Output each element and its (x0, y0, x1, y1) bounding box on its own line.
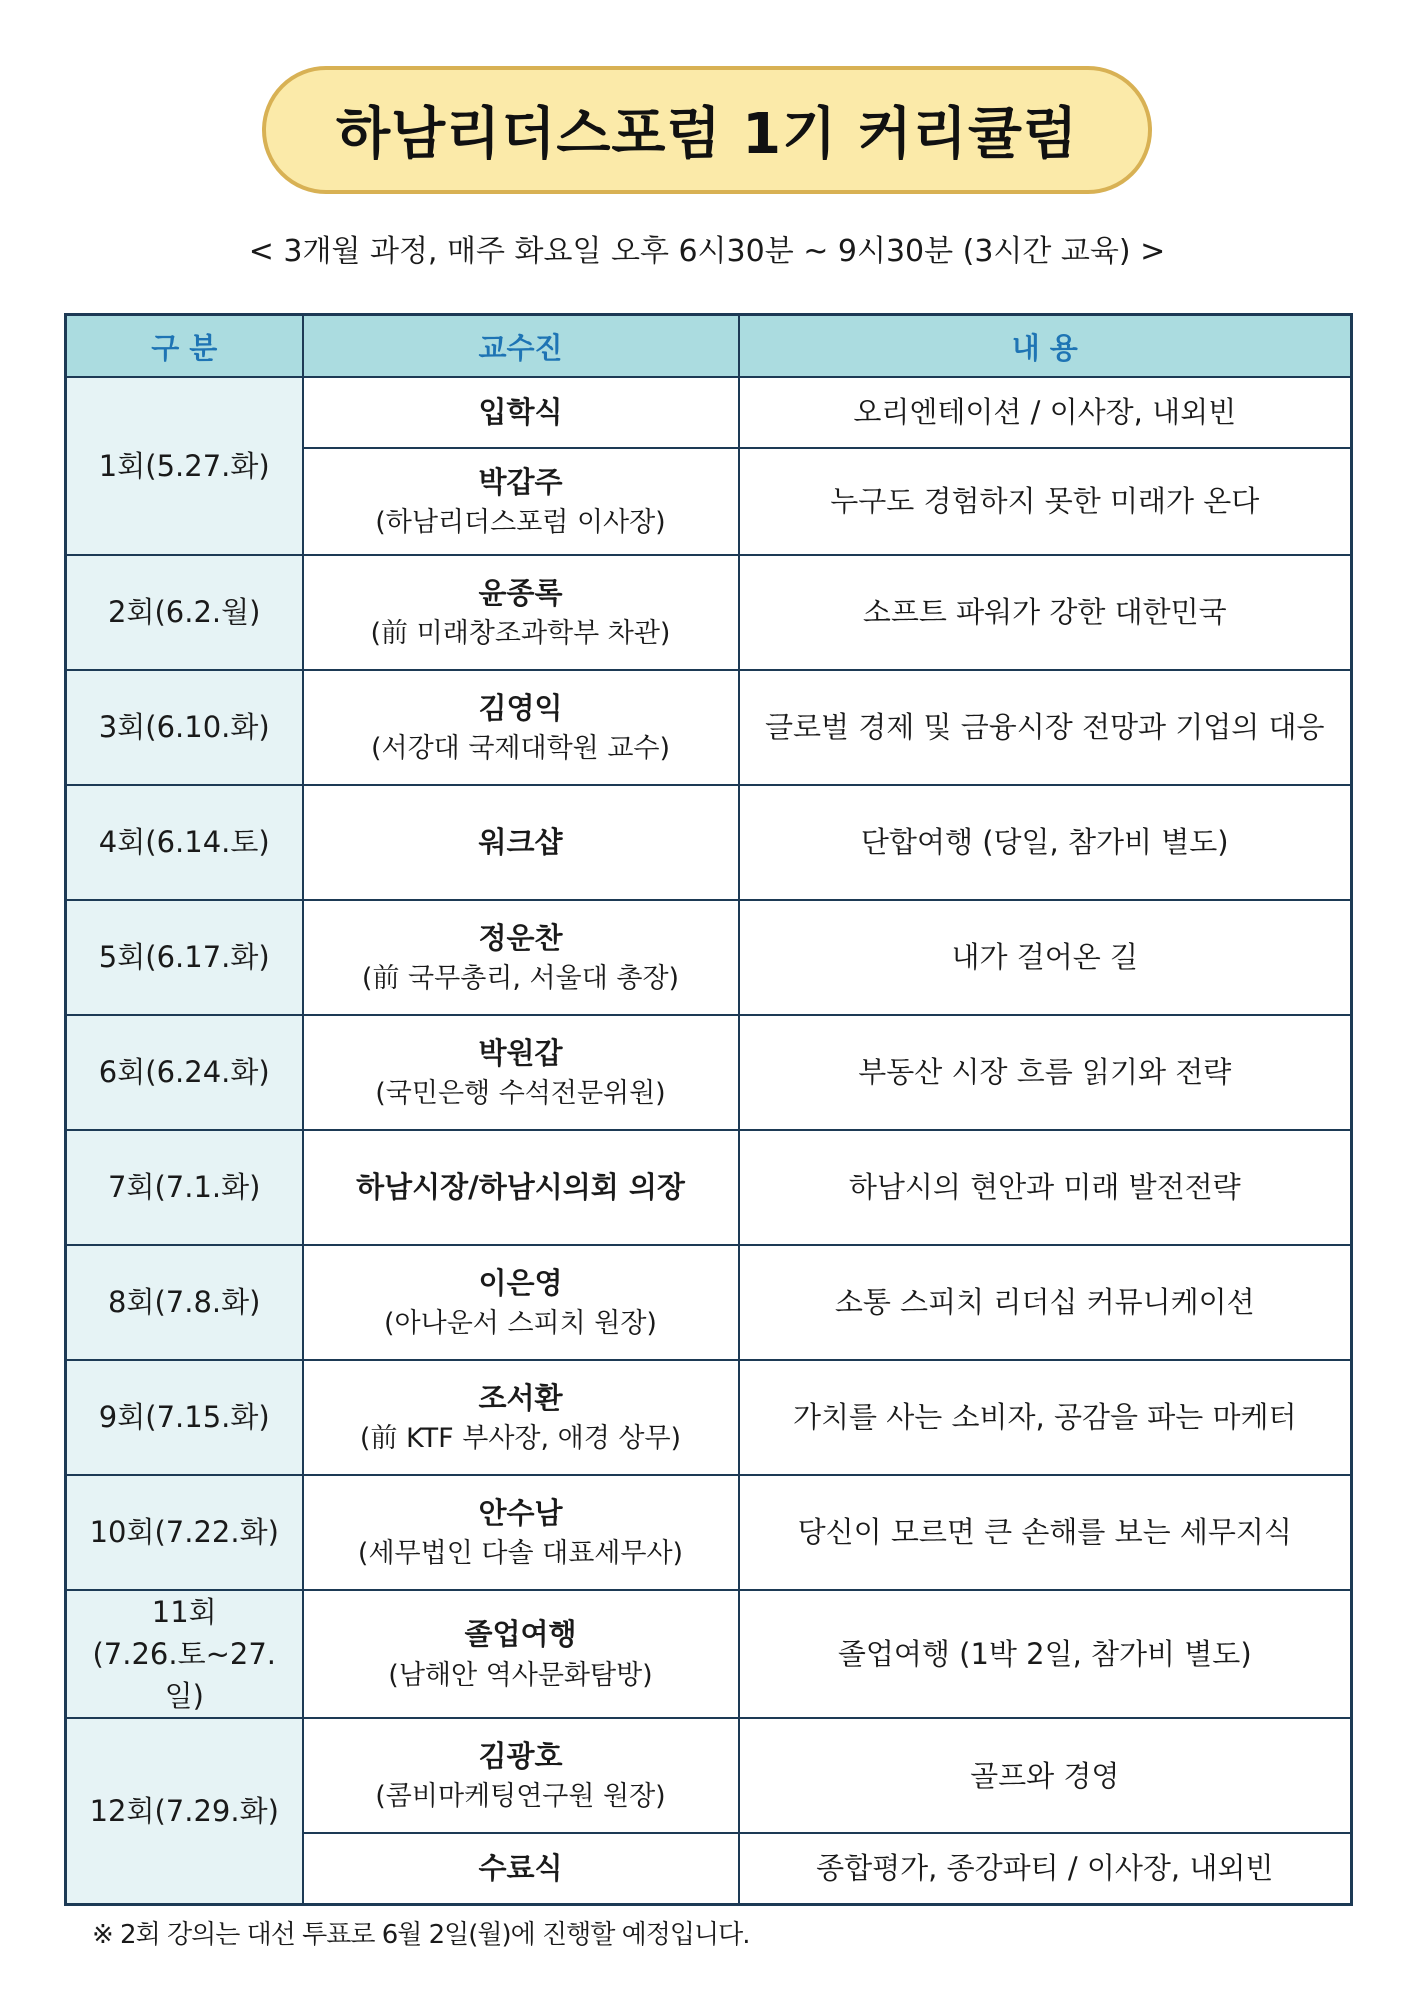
content-cell: 글로벌 경제 및 금융시장 전망과 기업의 대응 (739, 670, 1352, 785)
instructor-name: 조서환 (478, 1380, 563, 1415)
instructor-title: (아나운서 스피치 원장) (384, 1307, 657, 1339)
table-row (66, 1475, 1352, 1590)
session-cell: 7회(7.1.화) (66, 1130, 303, 1245)
table-row (66, 670, 1352, 785)
table-row (66, 900, 1352, 1015)
header-instructor: 교수진 (303, 315, 739, 378)
table-row (66, 377, 1352, 448)
content-cell: 소프트 파워가 강한 대한민국 (739, 555, 1352, 670)
instructor-name: 김영익 (478, 690, 563, 725)
session-cell (66, 1590, 303, 1718)
instructor-cell (303, 1360, 739, 1475)
instructor-title: (세무법인 다솔 대표세무사) (357, 1537, 684, 1569)
session-cell: 9회(7.15.화) (66, 1360, 303, 1475)
content-cell: 종합평가, 종강파티 / 이사장, 내외빈 (739, 1833, 1352, 1904)
instructor-cell (303, 1590, 739, 1718)
session-date: (7.26.토~27.일) (92, 1637, 277, 1714)
content-cell: 소통 스피치 리더십 커뮤니케이션 (739, 1245, 1352, 1360)
content-cell: 내가 걸어온 길 (739, 900, 1352, 1015)
table-header-row (66, 315, 1352, 378)
instructor-title: (남해안 역사문화탐방) (388, 1659, 653, 1691)
table-row (66, 555, 1352, 670)
instructor-cell (303, 555, 739, 670)
table-row (66, 785, 1352, 900)
content-cell: 졸업여행 (1박 2일, 참가비 별도) (739, 1590, 1352, 1718)
instructor-name: 정운찬 (478, 920, 563, 955)
instructor-title: (前 미래창조과학부 차관) (370, 617, 671, 649)
instructor-name: 워크샵 (478, 825, 563, 860)
session-cell: 8회(7.8.화) (66, 1245, 303, 1360)
instructor-cell (303, 1245, 739, 1360)
session-cell: 4회(6.14.토) (66, 785, 303, 900)
session-cell: 6회(6.24.화) (66, 1015, 303, 1130)
table-row (66, 1245, 1352, 1360)
instructor-title: (국민은행 수석전문위원) (375, 1077, 666, 1109)
header-content: 내 용 (739, 315, 1352, 378)
content-cell: 누구도 경험하지 못한 미래가 온다 (739, 448, 1352, 555)
instructor-cell (303, 1130, 739, 1245)
session-number: 11회 (151, 1595, 217, 1629)
instructor-cell (303, 670, 739, 785)
content-cell: 당신이 모르면 큰 손해를 보는 세무지식 (739, 1475, 1352, 1590)
instructor-title: (前 국무총리, 서울대 총장) (361, 962, 680, 994)
instructor-cell (303, 1475, 739, 1590)
page-title: 하남리더스포럼 1기 커리큘럼 (335, 102, 1079, 167)
session-cell: 2회(6.2.월) (66, 555, 303, 670)
content-cell: 오리엔테이션 / 이사장, 내외빈 (739, 377, 1352, 448)
instructor-cell (303, 785, 739, 900)
header-session: 구 분 (66, 315, 303, 378)
schedule-subtitle: < 3개월 과정, 매주 화요일 오후 6시30분 ~ 9시30분 (3시간 교육) > (248, 234, 1166, 269)
instructor-cell (303, 1833, 739, 1904)
table-row (66, 1360, 1352, 1475)
session-cell: 1회(5.27.화) (66, 377, 303, 555)
instructor-name: 박원갑 (478, 1035, 563, 1070)
table-row (66, 1130, 1352, 1245)
content-cell: 부동산 시장 흐름 읽기와 전략 (739, 1015, 1352, 1130)
table-row (66, 1590, 1352, 1718)
instructor-name: 졸업여행 (464, 1617, 577, 1652)
curriculum-table (64, 313, 1353, 1906)
instructor-cell (303, 1718, 739, 1833)
instructor-name: 수료식 (478, 1851, 563, 1886)
instructor-name: 김광호 (478, 1739, 563, 1774)
instructor-cell (303, 448, 739, 555)
instructor-name: 이은영 (478, 1265, 563, 1300)
content-cell: 골프와 경영 (739, 1718, 1352, 1833)
instructor-cell (303, 377, 739, 448)
session-cell: 3회(6.10.화) (66, 670, 303, 785)
instructor-cell (303, 1015, 739, 1130)
instructor-name: 입학식 (478, 395, 563, 430)
instructor-title: (서강대 국제대학원 교수) (370, 732, 671, 764)
content-cell: 가치를 사는 소비자, 공감을 파는 마케터 (739, 1360, 1352, 1475)
footnote: ※ 2회 강의는 대선 투표로 6월 2일(월)에 진행할 예정입니다. (92, 1920, 750, 1950)
instructor-name: 안수남 (478, 1495, 563, 1530)
content-cell: 단합여행 (당일, 참가비 별도) (739, 785, 1352, 900)
table-row (66, 1718, 1352, 1833)
instructor-title: (하남리더스포럼 이사장) (375, 506, 666, 538)
instructor-title: (콤비마케팅연구원 원장) (375, 1781, 666, 1813)
instructor-name: 박갑주 (478, 464, 563, 499)
session-cell: 5회(6.17.화) (66, 900, 303, 1015)
title-banner (262, 66, 1152, 194)
instructor-name: 하남시장/하남시의회 의장 (356, 1170, 685, 1205)
instructor-cell (303, 900, 739, 1015)
instructor-name: 윤종록 (478, 575, 563, 610)
content-cell: 하남시의 현안과 미래 발전전략 (739, 1130, 1352, 1245)
table-row (66, 1015, 1352, 1130)
session-cell: 10회(7.22.화) (66, 1475, 303, 1590)
session-cell: 12회(7.29.화) (66, 1718, 303, 1904)
instructor-title: (前 KTF 부사장, 애경 상무) (359, 1422, 682, 1454)
